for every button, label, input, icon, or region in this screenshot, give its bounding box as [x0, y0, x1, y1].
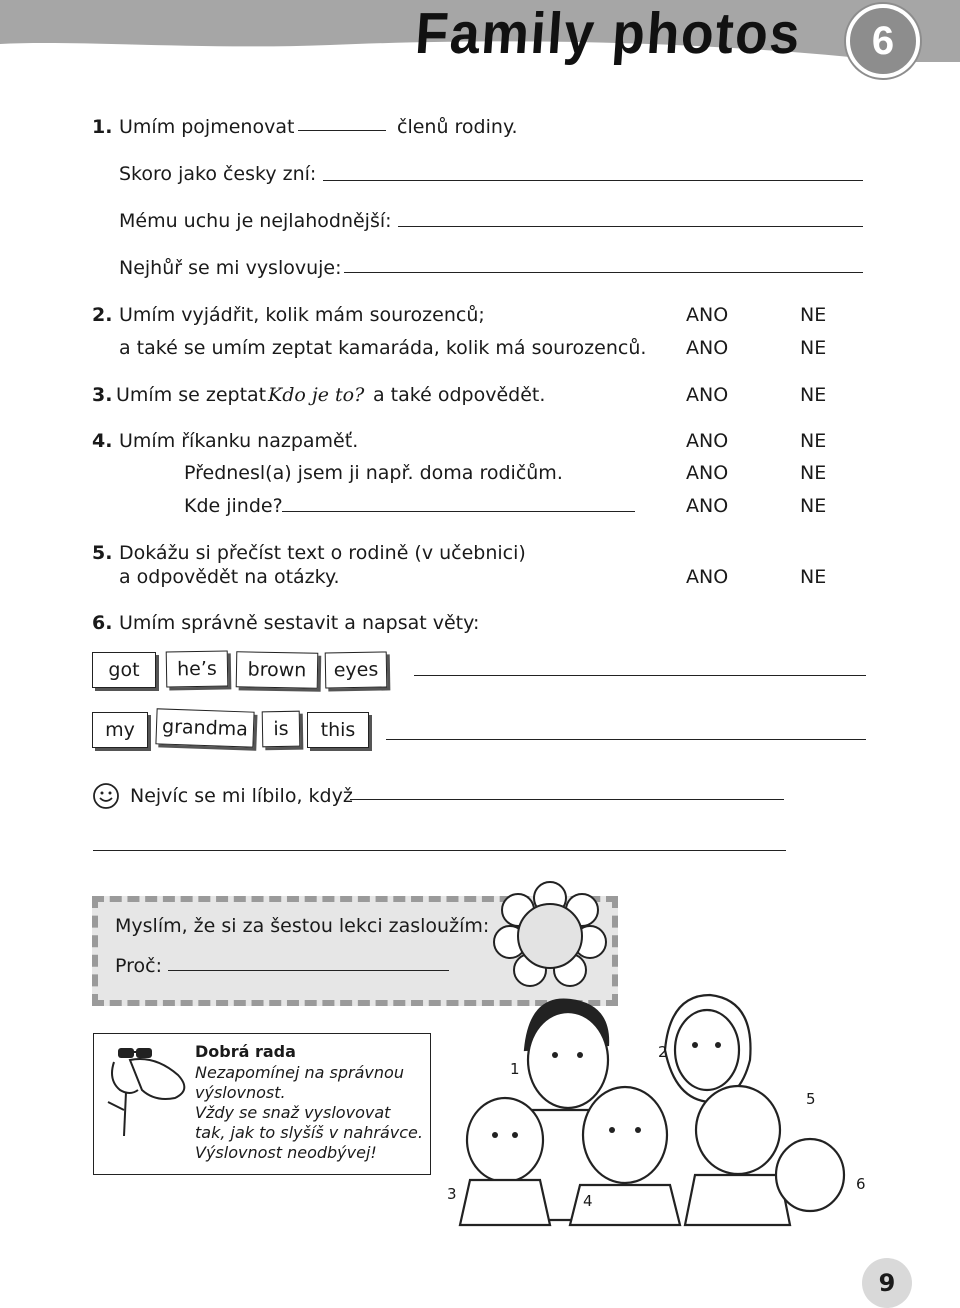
page-title: Family photos — [413, 1, 804, 66]
family-label: 2 — [658, 1043, 668, 1061]
q1-line3-label: Mému uchu je nejlahodnější: — [119, 210, 392, 232]
q5-number: 5. — [92, 542, 113, 564]
word-card[interactable]: brown — [236, 651, 319, 688]
q3-no[interactable]: NE — [800, 384, 827, 406]
flower-icon[interactable] — [490, 880, 610, 990]
q4-line1: Umím říkanku nazpaměť. — [119, 430, 359, 452]
q5-no[interactable]: NE — [800, 566, 827, 588]
q4-yes-1[interactable]: ANO — [686, 430, 729, 452]
tip-line: tak, jak to slyšíš v nahrávce. — [195, 1123, 423, 1142]
q4-no-1[interactable]: NE — [800, 430, 827, 452]
mascot-with-sunglasses-icon — [100, 1040, 192, 1140]
word-card[interactable]: my — [92, 712, 148, 748]
q1-line4-label: Nejhůř se mi vyslovuje: — [119, 257, 342, 279]
tip-line: Vždy se snaž vyslovovat — [195, 1103, 391, 1122]
tip-heading: Dobrá rada — [195, 1042, 296, 1061]
liked-blank[interactable] — [350, 799, 784, 800]
q6-row1-answer-blank[interactable] — [414, 675, 866, 676]
q4-no-2[interactable]: NE — [800, 462, 827, 484]
page-number: 9 — [862, 1258, 912, 1308]
family-label: 3 — [447, 1185, 457, 1203]
q1-line3-blank[interactable] — [398, 226, 863, 227]
q4-yes-2[interactable]: ANO — [686, 462, 729, 484]
word-card[interactable]: got — [92, 652, 156, 688]
lesson-number-badge: 6 — [846, 4, 920, 78]
q1-number: 1. — [92, 116, 113, 138]
self-eval-why-label: Proč: — [115, 955, 162, 977]
q6-number: 6. — [92, 612, 113, 634]
q3-number: 3. — [92, 384, 113, 406]
q4-no-3[interactable]: NE — [800, 495, 827, 517]
family-label: 5 — [806, 1090, 816, 1108]
tip-line: výslovnost. — [195, 1083, 286, 1102]
q1-blank[interactable] — [298, 130, 386, 131]
q4-number: 4. — [92, 430, 113, 452]
q4-line2: Přednesl(a) jsem ji např. doma rodičům. — [184, 462, 563, 484]
q1-text-after: členů rodiny. — [397, 116, 518, 138]
q4-yes-3[interactable]: ANO — [686, 495, 729, 517]
q1-line2-label: Skoro jako česky zní: — [119, 163, 317, 185]
q5-line1: Dokážu si přečíst text o rodině (v učebnici) — [119, 542, 526, 564]
family-label: 1 — [510, 1060, 520, 1078]
word-card[interactable]: grandma — [155, 708, 254, 747]
q3-text-after: a také odpovědět. — [373, 384, 546, 406]
family-illustration — [450, 990, 880, 1230]
q2-no-2[interactable]: NE — [800, 337, 827, 359]
q6-row2-answer-blank[interactable] — [386, 739, 866, 740]
q2-yes-2[interactable]: ANO — [686, 337, 729, 359]
q2-yes-1[interactable]: ANO — [686, 304, 729, 326]
tip-line: Nezapomínej na správnou — [195, 1063, 404, 1082]
q6-text: Umím správně sestavit a napsat věty: — [119, 612, 480, 634]
tip-line: Výslovnost neodbývej! — [195, 1143, 377, 1162]
word-card[interactable]: eyes — [325, 651, 388, 688]
q3-text-before: Umím se zeptat — [116, 384, 267, 406]
liked-label: Nejvíc se mi líbilo, když — [130, 785, 353, 807]
word-card[interactable]: this — [307, 712, 369, 748]
word-card[interactable]: is — [262, 711, 301, 748]
q2-line2: a také se umím zeptat kamaráda, kolik má sourozenců. — [119, 337, 647, 359]
q2-line1: Umím vyjádřit, kolik mám sourozenců; — [119, 304, 485, 326]
q5-line2: a odpovědět na otázky. — [119, 566, 340, 588]
self-eval-question: Myslím, že si za šestou lekci zasloužím: — [115, 915, 490, 937]
q2-no-1[interactable]: NE — [800, 304, 827, 326]
self-eval-why-blank[interactable] — [168, 970, 449, 971]
family-label: 4 — [583, 1192, 593, 1210]
q1-line2-blank[interactable] — [323, 180, 863, 181]
q3-phrase: Kdo je to? — [268, 384, 365, 406]
q5-yes[interactable]: ANO — [686, 566, 729, 588]
q3-yes[interactable]: ANO — [686, 384, 729, 406]
word-card[interactable]: he’s — [166, 650, 229, 687]
family-label: 6 — [856, 1175, 866, 1193]
q1-line4-blank[interactable] — [344, 272, 863, 273]
q4-line3: Kde jinde? — [184, 495, 283, 517]
smiley-icon — [92, 782, 120, 810]
liked-blank-2[interactable] — [93, 850, 786, 851]
q2-number: 2. — [92, 304, 113, 326]
q4-where-blank[interactable] — [282, 511, 635, 512]
q1-text-before: Umím pojmenovat — [119, 116, 295, 138]
